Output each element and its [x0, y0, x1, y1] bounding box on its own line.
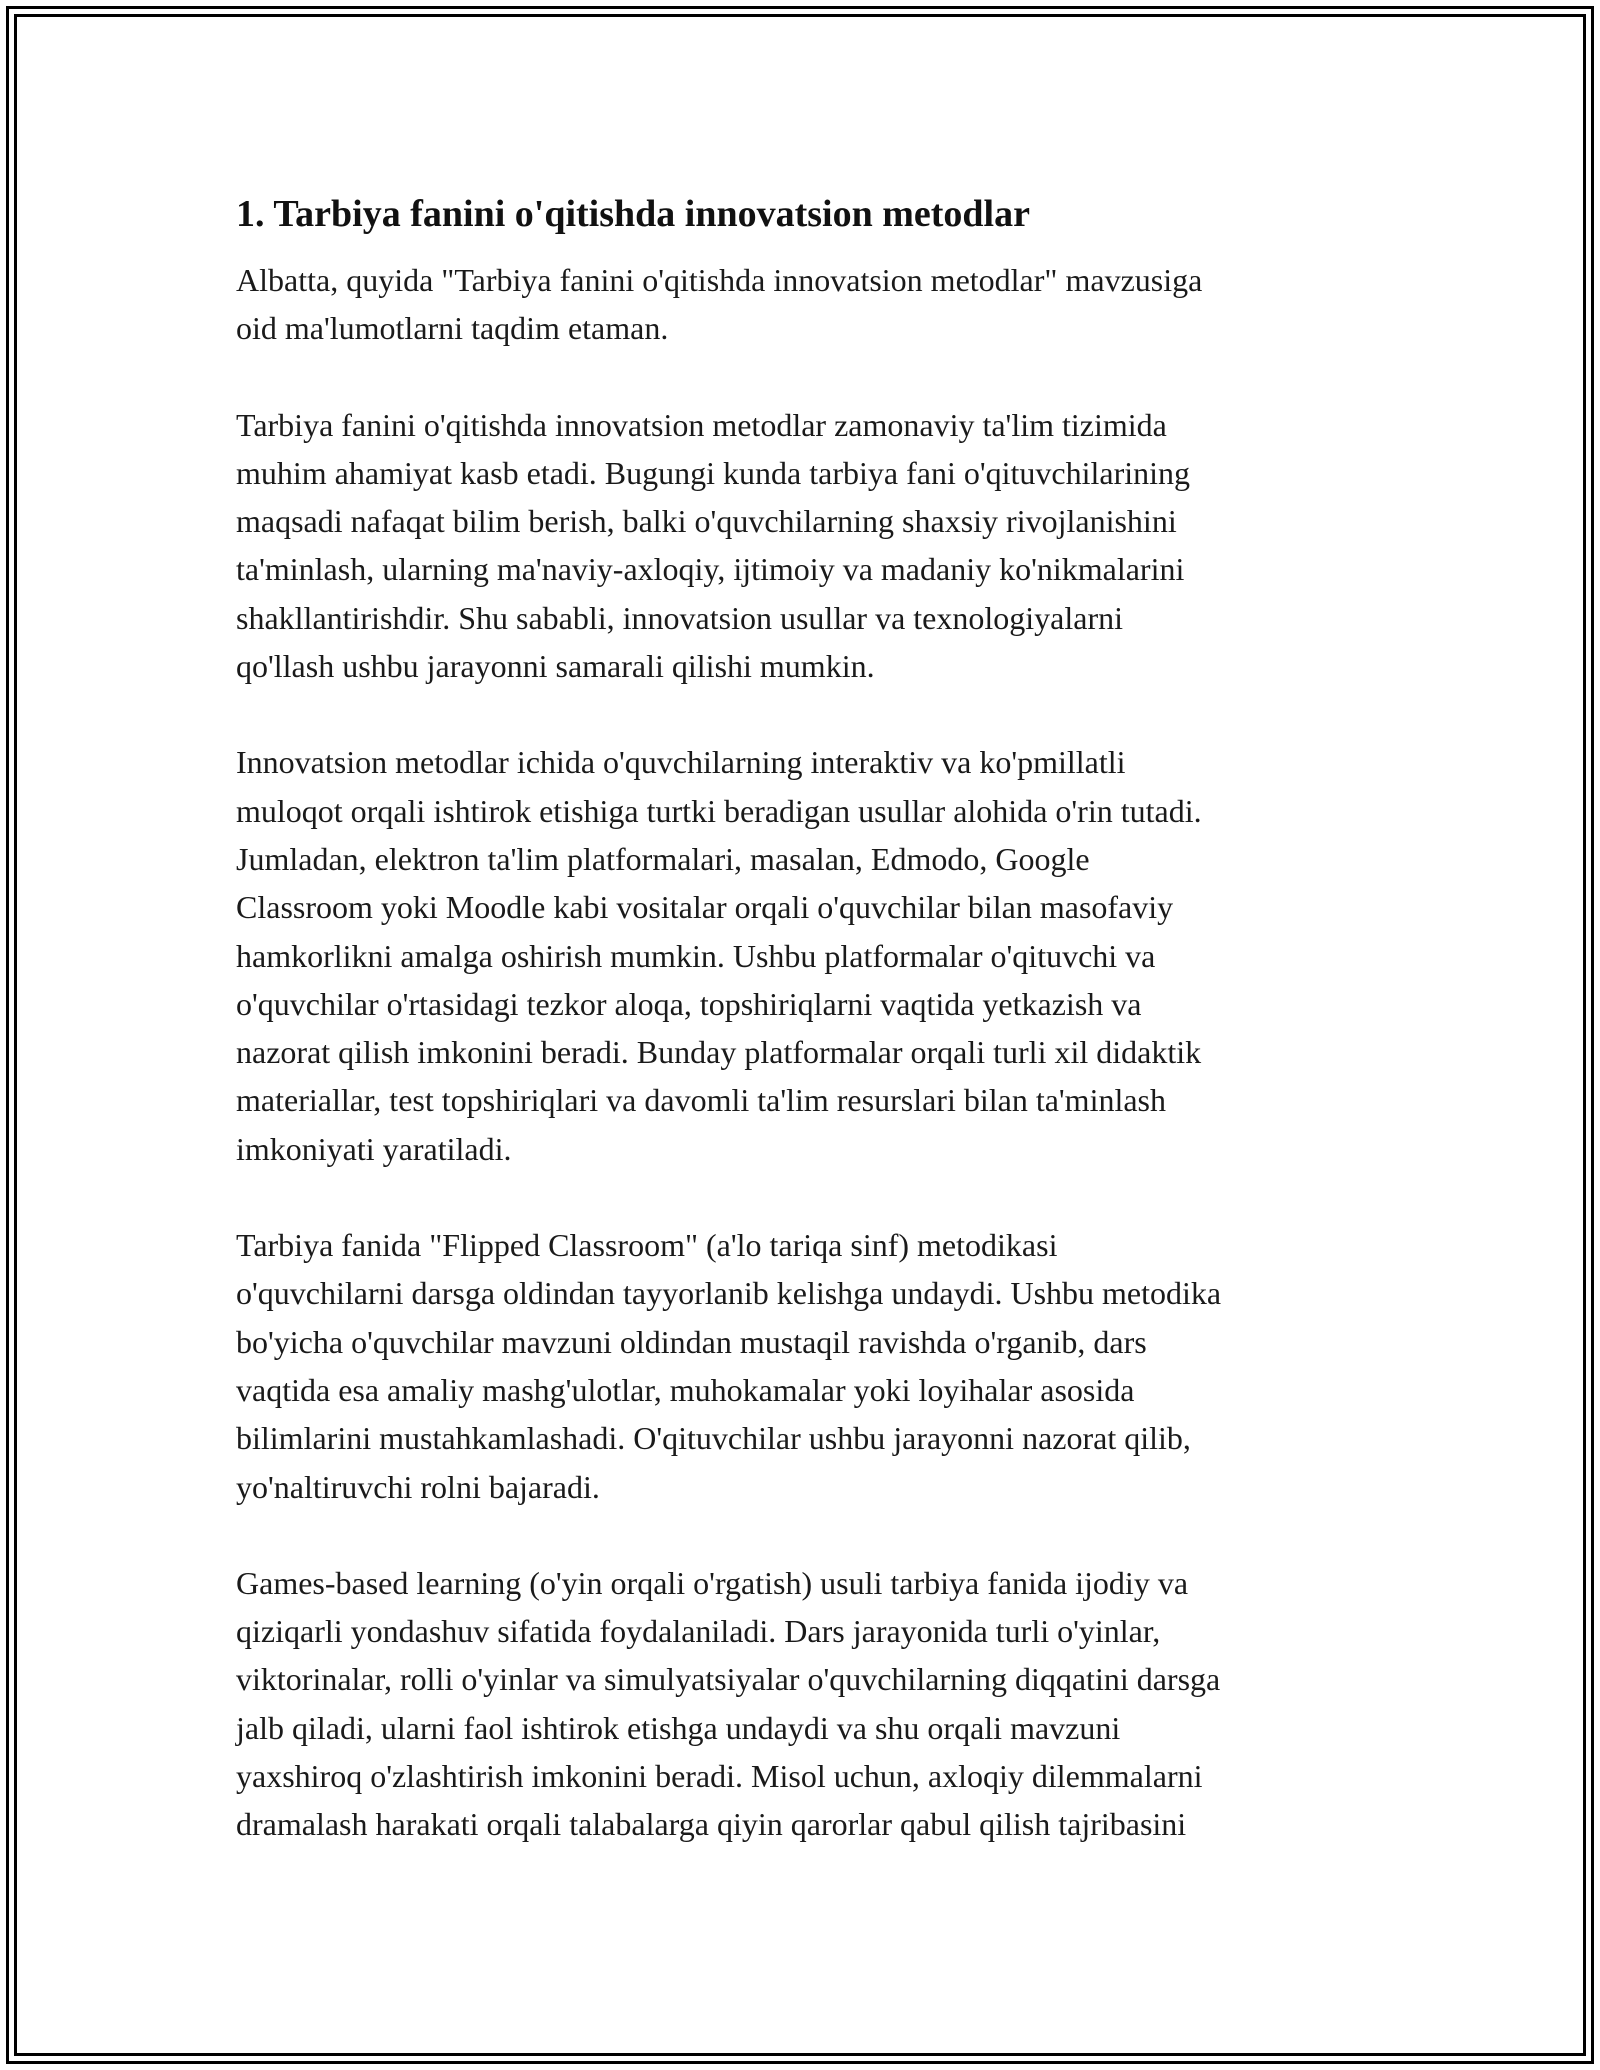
document-title: 1. Tarbiya fanini o'qitishda innovatsion metodlar — [236, 193, 1030, 235]
text-line: o'quvchilar o'rtasidagi tezkor aloqa, topshiriqlarni vaqtida yetkazish va — [236, 985, 1142, 1022]
paragraph-games-based-learning — [236, 1559, 1376, 1849]
text-line: hamkorlikni amalga oshirish mumkin. Ushbu platformalar o'qituvchi va — [236, 937, 1156, 974]
text-line: o'quvchilarni darsga oldindan tayyorlanib kelishga undaydi. Ushbu metodika — [236, 1275, 1222, 1312]
text-line: muloqot orqali ishtirok etishiga turtki beradigan usullar alohida o'rin tutadi. — [236, 792, 1202, 829]
paragraph-platforms — [236, 738, 1376, 1173]
text-line: jalb qiladi, ularni faol ishtirok etishga undaydi va shu orqali mavzuni — [236, 1709, 1121, 1746]
paragraph-intro — [236, 256, 1376, 353]
text-line: Classroom yoki Moodle kabi vositalar orqali o'quvchilar bilan masofaviy — [236, 889, 1174, 926]
paragraph-importance — [236, 401, 1376, 691]
text-line: Innovatsion metodlar ichida o'quvchilarning interaktiv va ko'pmillatli — [236, 744, 1126, 781]
text-line: yaxshiroq o'zlashtirish imkonini beradi. Misol uchun, axloqiy dilemmalarni — [236, 1758, 1203, 1795]
text-line: maqsadi nafaqat bilim berish, balki o'quvchilarning shaxsiy rivojlanishini — [236, 503, 1177, 540]
text-line: nazorat qilish imkonini beradi. Bunday platformalar orqali turli xil didaktik — [236, 1034, 1202, 1071]
text-line: materiallar, test topshiriqlari va davomli ta'lim resurslari bilan ta'minlash — [236, 1082, 1166, 1119]
text-line: Tarbiya fanida "Flipped Classroom" (a'lo tariqa sinf) metodikasi — [236, 1227, 1058, 1264]
text-line: yo'naltiruvchi rolni bajaradi. — [236, 1468, 600, 1505]
document-body — [236, 186, 1376, 1849]
text-line: dramalash harakati orqali talabalarga qiyin qarorlar qabul qilish tajribasini — [236, 1806, 1187, 1843]
text-line: qo'llash ushbu jarayonni samarali qilishi mumkin. — [236, 648, 875, 685]
text-line: vaqtida esa amaliy mashg'ulotlar, muhokamalar yoki loyihalar asosida — [236, 1371, 1135, 1408]
text-line: Games-based learning (o'yin orqali o'rgatish) usuli tarbiya fanida ijodiy va — [236, 1564, 1189, 1601]
text-line: oid ma'lumotlarni taqdim etaman. — [236, 310, 669, 347]
paragraph-flipped-classroom — [236, 1221, 1376, 1511]
text-line: bilimlarini mustahkamlashadi. O'qituvchilar ushbu jarayonni nazorat qilib, — [236, 1420, 1191, 1457]
text-line: ta'minlash, ularning ma'naviy-axloqiy, ijtimoiy va madaniy ko'nikmalarini — [236, 551, 1185, 588]
text-line: Tarbiya fanini o'qitishda innovatsion metodlar zamonaviy ta'lim tizimida — [236, 406, 1167, 443]
text-line: Jumladan, elektron ta'lim platformalari, masalan, Edmodo, Google — [236, 840, 1090, 877]
text-line: qiziqarli yondashuv sifatida foydalaniladi. Dars jarayonida turli o'yinlar, — [236, 1613, 1161, 1650]
text-line: shakllantirishdir. Shu sababli, innovatsion usullar va texnologiyalarni — [236, 599, 1123, 636]
text-line: imkoniyati yaratiladi. — [236, 1130, 512, 1167]
text-line: Albatta, quyida "Tarbiya fanini o'qitishda innovatsion metodlar" mavzusiga — [236, 262, 1203, 298]
text-line: muhim ahamiyat kasb etadi. Bugungi kunda tarbiya fani o'qituvchilarining — [236, 454, 1190, 491]
text-line: viktorinalar, rolli o'yinlar va simulyatsiyalar o'quvchilarning diqqatini darsga — [236, 1661, 1221, 1698]
text-line: bo'yicha o'quvchilar mavzuni oldindan mustaqil ravishda o'rganib, dars — [236, 1323, 1147, 1360]
